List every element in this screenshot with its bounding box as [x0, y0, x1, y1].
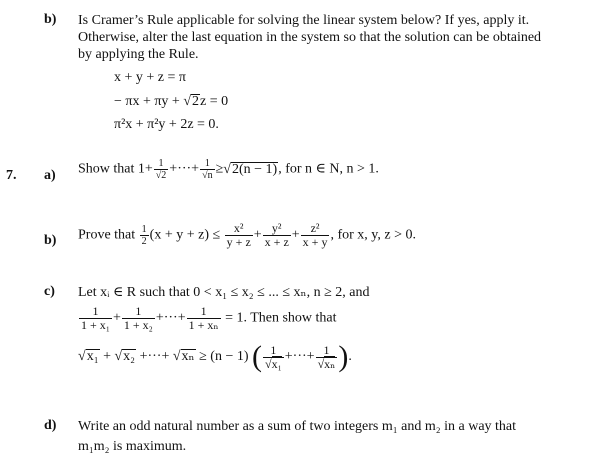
q7b-plus2: + — [291, 227, 300, 243]
q6b-label: b) — [44, 12, 57, 27]
q7c-sum-term1: $\frac{1}{\text{1 + x₁}}$ — [81, 304, 110, 332]
q6b-eq2-end: z = 0 — [200, 94, 229, 109]
q6b-eq2-sqrt: √2 — [183, 94, 200, 109]
q7b-statement — [78, 222, 416, 249]
q7c-sum-term2: $\frac{1}{\text{1 + x₂}}$ — [123, 304, 153, 332]
q6b-text-line1: Is Cramer’s Rule applicable for solving the linear system below? If yes, apply it. — [78, 13, 530, 28]
q7c-line1: Let xᵢ ∈ R such that 0 < x₁ ≤ x₂ ≤ ... ≤ xₙ, n ≥ 2, and — [78, 285, 370, 300]
q7b-lead: Prove that — [78, 227, 136, 243]
q7c-rhs-frac2: $\frac{1}{\text{√xₙ}}$ — [317, 342, 336, 371]
q7d-line1: Write an odd natural number as a sum of two integers m₁ and m₂ in a way that — [78, 419, 517, 434]
q7b-tail: , for x, y, z > 0. — [330, 227, 416, 243]
q7a-frac1: $\frac{1}{√2}$ — [155, 158, 167, 181]
q7c-eq-text: = 1. Then show that — [225, 310, 337, 326]
q7a-mid: +···+ — [169, 161, 200, 177]
q6b-equation-2 — [114, 94, 228, 110]
q7c-label: c) — [44, 284, 55, 299]
q7a-tail: , for n ∈ N, n > 1. — [278, 161, 379, 177]
q7-number: 7. — [6, 168, 17, 183]
q6b-text-line3: by applying the Rule. — [78, 47, 199, 62]
q7a-lead: Show that 1+ — [78, 161, 153, 177]
q7c-condition: $\frac{1}{\text{1 + x₁}}$ + $\frac{1}{\text{1 + x₂}}$ +···+ $\frac{1}{\text{1 + xₙ}}$ = 1. Then show that — [81, 304, 337, 332]
q7b-label: b) — [44, 233, 57, 248]
q7c-rhs-frac1: $\frac{1}{\text{√x₁}}$ — [265, 342, 282, 371]
q7b-half: $\frac{1}{2}$ — [141, 224, 147, 247]
q7b-frac3: $\frac{\text{z²}}{x + y}$ — [302, 221, 328, 249]
q7b-plus1: + — [253, 227, 262, 243]
q7c-inequality: √x₁ + √x₂ +···+ √xₙ ≥ (n − 1) ( $\frac{1}{\text{√x₁}}$ +···+ $\frac{1}{\text{√xₙ}}$ ). — [78, 340, 352, 373]
q7a-label: a) — [44, 168, 56, 183]
q7a-rhs-sqrt: √2(n − 1) — [223, 161, 278, 177]
q7d-label: d) — [44, 418, 57, 433]
q7a-geq: ≥ — [215, 161, 224, 177]
q7c-sum-dots: +···+ — [155, 310, 186, 326]
q7c-sum-term-n: $\frac{1}{\text{1 + xₙ}}$ — [188, 304, 219, 332]
q6b-text-line2: Otherwise, alter the last equation in the system so that the solution can be obtained — [78, 30, 542, 45]
q7a-frac2: $\frac{1}{√n}$ — [202, 158, 213, 181]
q7b-expr: (x + y + z) ≤ — [149, 227, 221, 243]
q7b-frac1: $\frac{\text{x²}}{y + z}$ — [226, 221, 251, 249]
q6b-equation-3: π²x + π²y + 2z = 0. — [114, 117, 219, 132]
q6b-eq2-start: − πx + πy + — [114, 94, 184, 109]
q6b-equation-1: x + y + z = π — [114, 70, 186, 85]
q6b-eq2-radicand: 2 — [192, 94, 200, 109]
q7a-statement — [78, 158, 379, 181]
q7b-frac2: $\frac{\text{y²}}{x + z}$ — [264, 221, 289, 249]
q7d-line2: m₁m₂ is maximum. — [78, 439, 187, 454]
